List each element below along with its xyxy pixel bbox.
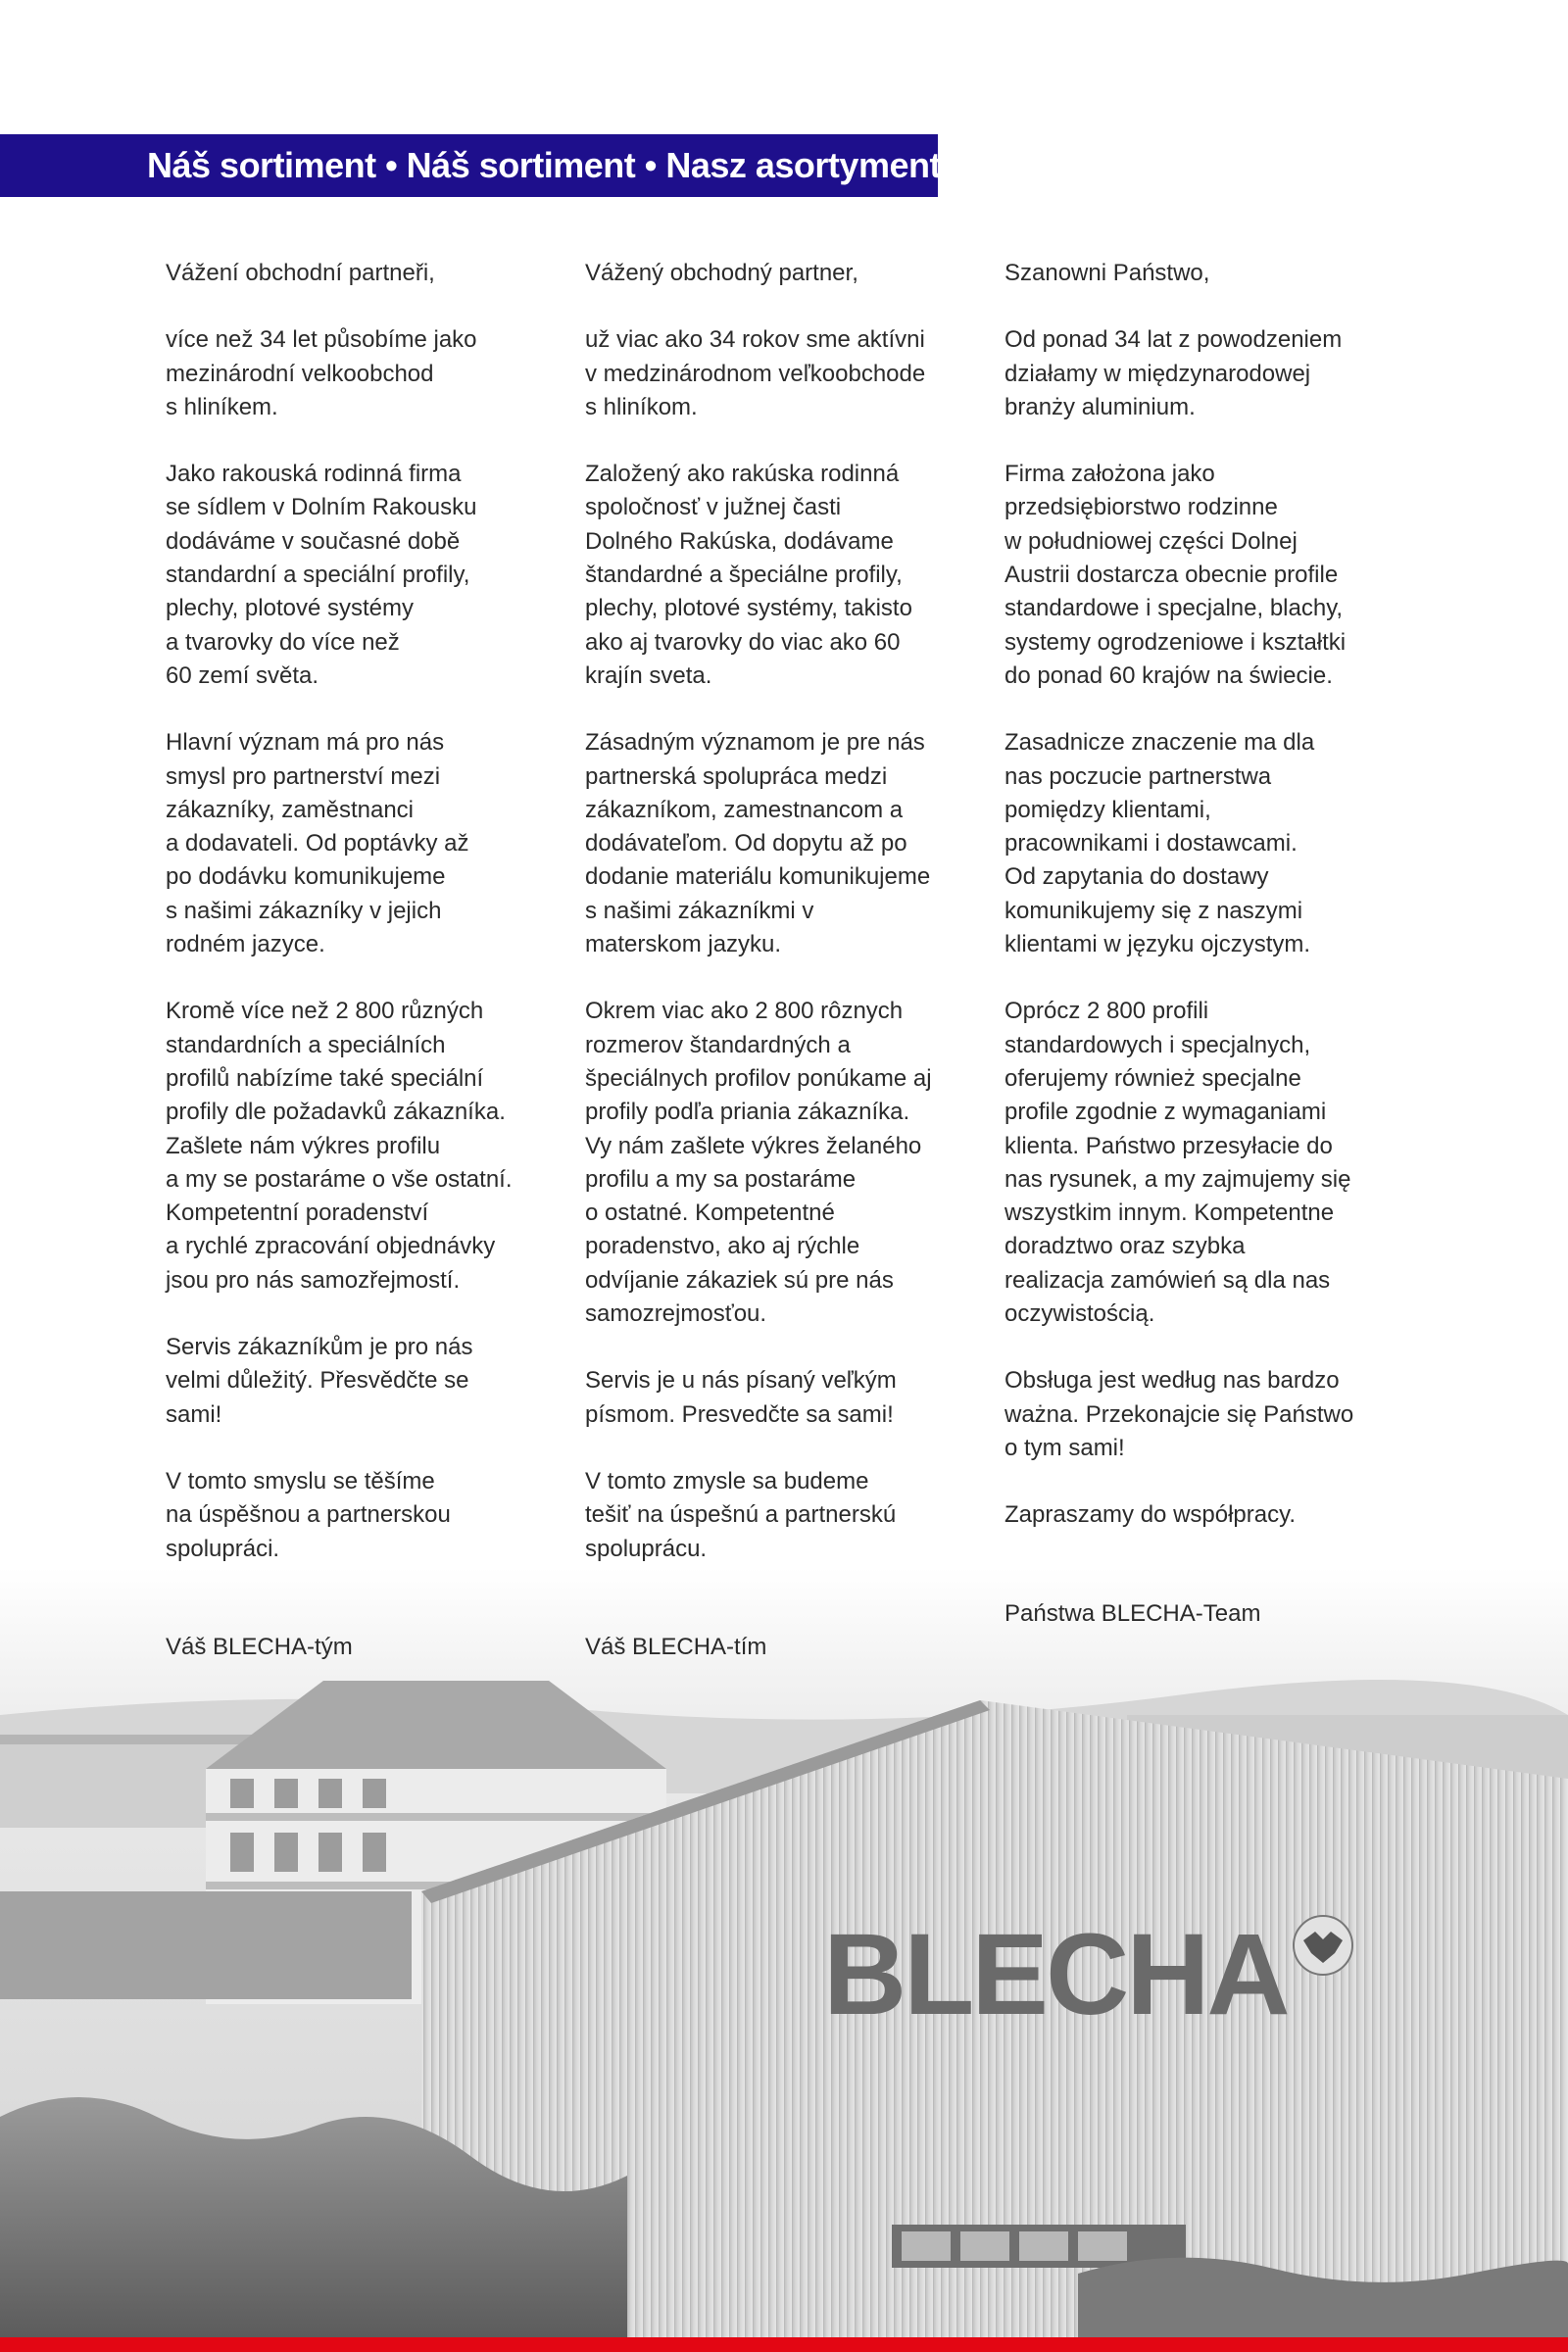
text-line: spoločnosť v južnej časti	[585, 494, 842, 521]
column-czech	[166, 257, 558, 1599]
text-line: V tomto smyslu se těšíme	[166, 1467, 435, 1494]
greeting: Vážený obchodný partner,	[585, 260, 858, 286]
text-line: Zašlete nám výkres profilu	[166, 1132, 441, 1159]
text-line: profilů nabízíme také speciální	[166, 1064, 484, 1092]
text-line: více než 34 let působíme jako	[166, 326, 477, 354]
column-polish	[1004, 257, 1396, 1566]
text-line: ako aj tvarovky do viac ako 60	[585, 628, 901, 656]
text-line: komunikujemy się z naszymi	[1004, 897, 1303, 924]
factory-sign: BLECHA	[823, 1910, 1288, 2039]
text-line: Austrii dostarcza obecnie profile	[1004, 562, 1339, 589]
text-line: Od zapytania do dostawy	[1004, 863, 1269, 891]
paragraph	[585, 323, 977, 424]
paragraph	[166, 995, 558, 1298]
text-line: w południowej części Dolnej	[1004, 527, 1298, 555]
text-line: už viac ako 34 rokov sme aktívni	[585, 326, 925, 354]
greeting: Szanowni Państwo,	[1004, 260, 1210, 286]
text-line: Obsługa jest według nas bardzo	[1004, 1367, 1340, 1395]
text-line: o ostatné. Kompetentné	[585, 1200, 835, 1227]
text-line: rozmerov štandardných a	[585, 1031, 851, 1058]
text-line: a tvarovky do více než	[166, 628, 400, 656]
text-line: rodném jazyce.	[166, 931, 325, 958]
paragraph	[1004, 995, 1396, 1331]
text-line: poradenstvo, ako aj rýchle	[585, 1233, 860, 1260]
text-line: systemy ogrodzeniowe i kształtki	[1004, 628, 1347, 656]
text-line: klienta. Państwo przesyłacie do	[1004, 1132, 1333, 1159]
text-line: Kompetentní poradenství	[166, 1200, 429, 1227]
text-line: realizacja zamówień są dla nas	[1004, 1266, 1331, 1294]
text-line: se sídlem v Dolním Rakousku	[166, 494, 477, 521]
text-line: dodávateľom. Od dopytu až po	[585, 830, 907, 858]
text-line: dodáváme v současné době	[166, 527, 461, 555]
text-line: klientami w języku ojczystym.	[1004, 931, 1311, 958]
paragraph	[585, 726, 977, 961]
paragraph	[1004, 1364, 1396, 1465]
text-line: smysl pro partnerství mezi	[166, 762, 441, 790]
text-line: po dodávku komunikujeme	[166, 863, 446, 891]
text-line: profily podľa priania zákazníka.	[585, 1099, 910, 1126]
text-line: standardowych i specjalnych,	[1004, 1031, 1311, 1058]
signature-polish: Państwa BLECHA-Team	[1004, 1600, 1261, 1627]
text-line: branży aluminium.	[1004, 393, 1196, 420]
paragraph	[585, 995, 977, 1331]
text-line: v medzinárodnom veľkoobchode	[585, 360, 926, 387]
paragraph	[585, 1465, 977, 1566]
text-line: s našimi zákazníky v jejich	[166, 897, 442, 924]
text-line: špeciálnych profilov ponúkame aj	[585, 1064, 932, 1092]
text-line: standardních a speciálních	[166, 1031, 446, 1058]
text-line: plechy, plotové systémy, takisto	[585, 595, 912, 622]
paragraph	[166, 726, 558, 961]
paragraph	[166, 323, 558, 424]
text-line: V tomto zmysle sa budeme	[585, 1467, 869, 1494]
paragraph	[166, 1331, 558, 1432]
text-line: spolupráci.	[166, 1535, 280, 1562]
text-line: standardowe i specjalne, blachy,	[1004, 595, 1344, 622]
bottom-accent-bar	[0, 2337, 1568, 2352]
text-line: s našimi zákazníkmi v	[585, 897, 814, 924]
paragraph	[1004, 726, 1396, 961]
text-line: nas rysunek, a my zajmujemy się	[1004, 1165, 1351, 1193]
page-title: Náš sortiment • Náš sortiment • Nasz asortyment	[147, 145, 941, 185]
text-line: standardní a speciální profily,	[166, 562, 470, 589]
text-line: spoluprácu.	[585, 1535, 708, 1562]
text-line: Zásadným významom je pre nás	[585, 729, 925, 757]
text-line: štandardné a špeciálne profily,	[585, 562, 903, 589]
paragraph	[166, 458, 558, 693]
text-line: oczywistością.	[1004, 1300, 1155, 1328]
paragraph	[1004, 458, 1396, 693]
text-line: nas poczucie partnerstwa	[1004, 762, 1272, 790]
text-line: profile zgodnie z wymaganiami	[1004, 1099, 1327, 1126]
text-line: mezinárodní velkoobchod	[166, 360, 434, 387]
text-line: oferujemy również specjalne	[1004, 1064, 1301, 1092]
signature-czech: Váš BLECHA-tým	[166, 1634, 353, 1660]
text-line: o tym sami!	[1004, 1434, 1125, 1461]
text-line: s hliníkom.	[585, 393, 698, 420]
text-line: materskom jazyku.	[585, 931, 782, 958]
text-line: zákazníkom, zamestnancom a	[585, 796, 904, 823]
text-line: Servis je u nás písaný veľkým	[585, 1367, 897, 1395]
text-line: pomiędzy klientami,	[1004, 796, 1211, 823]
text-line: Zasadnicze znaczenie ma dla	[1004, 729, 1315, 757]
text-line: velmi důležitý. Přesvědčte se	[166, 1367, 469, 1395]
text-line: krajín sveta.	[585, 662, 712, 689]
text-line: Zapraszamy do współpracy.	[1004, 1501, 1296, 1529]
text-line: na úspěšnou a partnerskou	[166, 1501, 451, 1529]
text-line: samozrejmosťou.	[585, 1300, 767, 1328]
text-line: odvíjanie zákaziek sú pre nás	[585, 1266, 894, 1294]
header-band	[0, 134, 941, 197]
text-line: Hlavní význam má pro nás	[166, 729, 445, 757]
paragraph	[585, 1364, 977, 1432]
text-line: Od ponad 34 lat z powodzeniem	[1004, 326, 1343, 354]
text-line: działamy w międzynarodowej	[1004, 360, 1311, 387]
text-line: jsou pro nás samozřejmostí.	[166, 1266, 461, 1294]
text-line: partnerská spolupráca medzi	[585, 762, 888, 790]
factory-photo	[0, 1568, 1568, 2337]
text-line: Firma założona jako	[1004, 461, 1215, 488]
text-line: Dolného Rakúska, dodávame	[585, 527, 894, 555]
greeting: Vážení obchodní partneři,	[166, 260, 435, 286]
text-line: tešiť na úspešnú a partnerskú	[585, 1501, 897, 1529]
text-line: Oprócz 2 800 profili	[1004, 998, 1209, 1025]
text-line: do ponad 60 krajów na świecie.	[1004, 662, 1333, 689]
text-line: pracownikami i dostawcami.	[1004, 830, 1298, 858]
eagle-emblem-icon	[1294, 1916, 1352, 1975]
paragraph	[1004, 323, 1396, 424]
text-line: dodanie materiálu komunikujeme	[585, 863, 931, 891]
text-line: písmom. Presvedčte sa sami!	[585, 1400, 894, 1428]
paragraph	[1004, 1498, 1396, 1532]
text-line: a dodavateli. Od poptávky až	[166, 830, 469, 858]
text-line: Jako rakouská rodinná firma	[166, 461, 462, 488]
column-slovak	[585, 257, 977, 1599]
text-line: zákazníky, zaměstnanci	[166, 796, 414, 823]
text-line: Založený ako rakúska rodinná	[585, 461, 900, 488]
text-line: przedsiębiorstwo rodzinne	[1004, 494, 1278, 521]
text-line: profily dle požadavků zákazníka.	[166, 1099, 506, 1126]
text-line: a my se postaráme o vše ostatní.	[166, 1165, 513, 1193]
signature-slovak: Váš BLECHA-tím	[585, 1634, 767, 1660]
text-line: ważna. Przekonajcie się Państwo	[1004, 1400, 1354, 1428]
text-line: Kromě více než 2 800 různých	[166, 998, 484, 1025]
text-line: a rychlé zpracování objednávky	[166, 1233, 496, 1260]
text-line: sami!	[166, 1400, 222, 1428]
text-line: profilu a my sa postaráme	[585, 1165, 857, 1193]
text-line: wszystkim innym. Kompetentne	[1004, 1200, 1335, 1227]
text-line: Servis zákazníkům je pro nás	[166, 1334, 473, 1361]
text-line: 60 zemí světa.	[166, 662, 319, 689]
text-line: s hliníkem.	[166, 393, 278, 420]
text-line: plechy, plotové systémy	[166, 595, 414, 622]
text-line: Vy nám zašlete výkres želaného	[585, 1132, 922, 1159]
text-line: doradztwo oraz szybka	[1004, 1233, 1246, 1260]
text-line: Okrem viac ako 2 800 rôznych	[585, 998, 904, 1025]
paragraph	[585, 458, 977, 693]
paragraph	[166, 1465, 558, 1566]
